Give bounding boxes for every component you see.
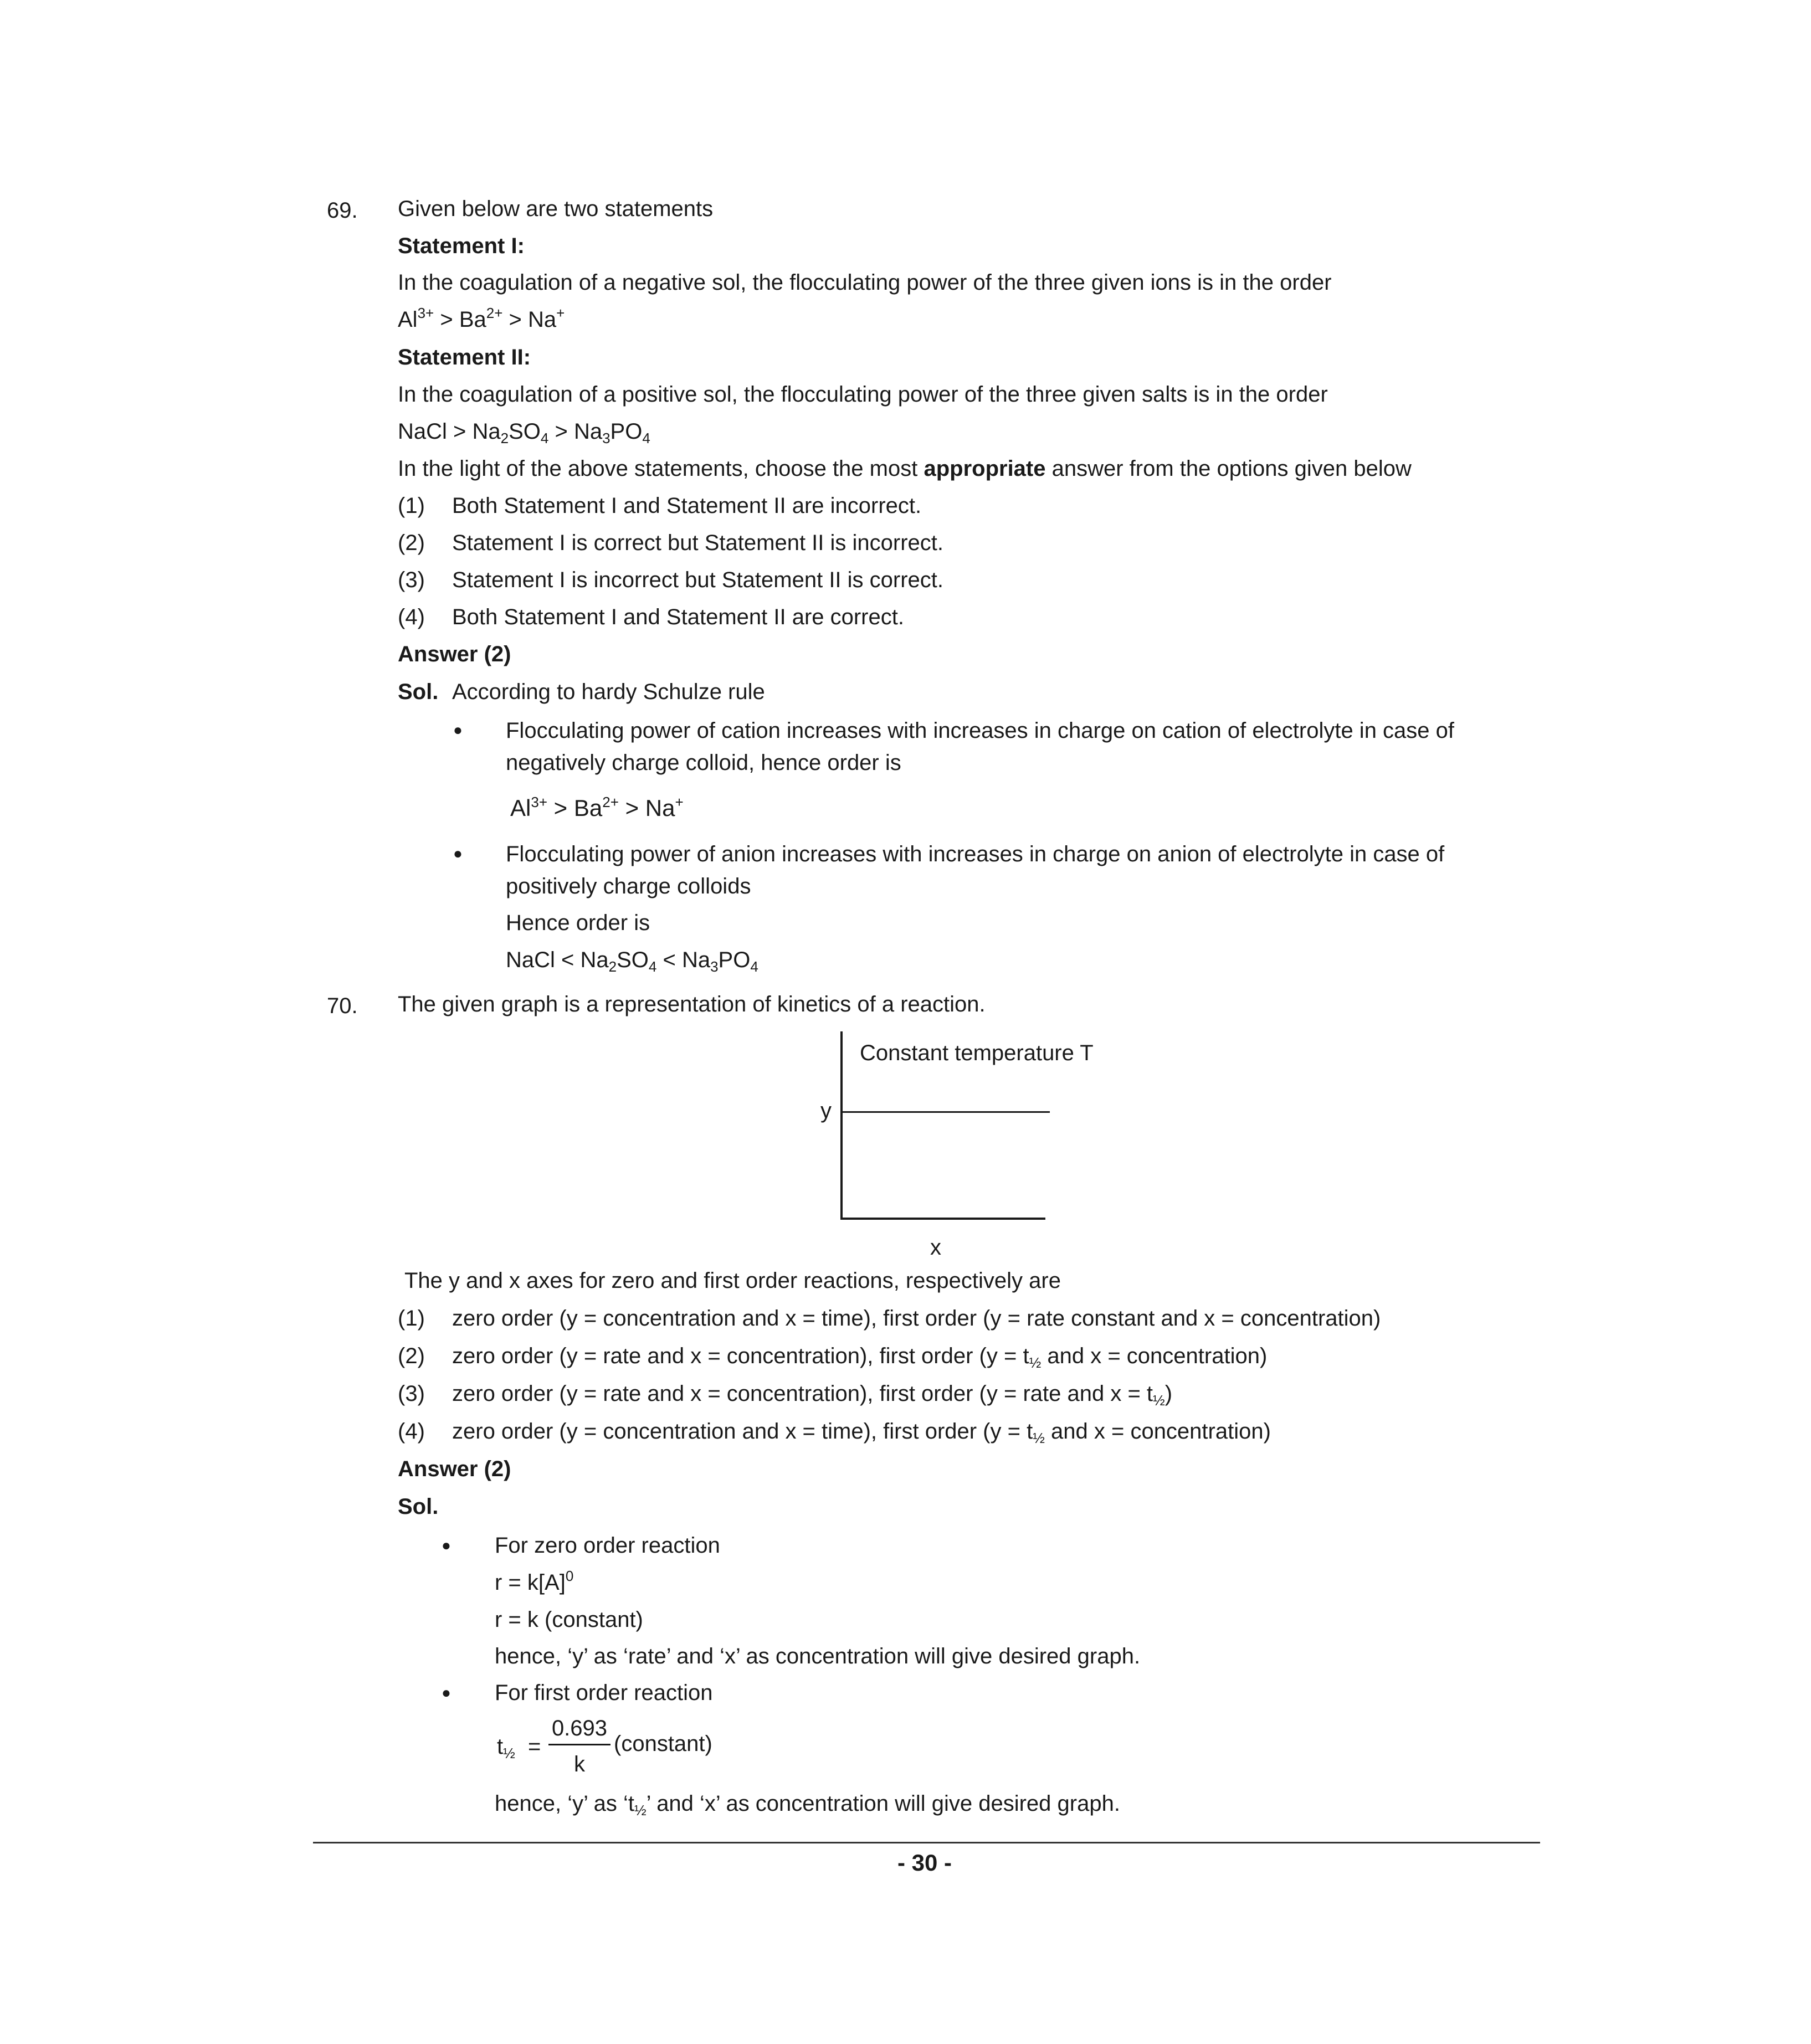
graph-y-label: y <box>820 1098 832 1123</box>
option-text-post: and x = concentration) <box>1041 1344 1268 1368</box>
conclusion-pre: hence, ‘y’ as ‘t <box>495 1791 634 1816</box>
q70-answer: Answer (2) <box>398 1457 511 1481</box>
q70-option-4-text[interactable] <box>452 1419 1271 1446</box>
statement-2-text: In the coagulation of a positive sol, the flocculating power of the three given salts is in the order <box>398 382 1328 407</box>
ion-na: > Na <box>502 307 557 332</box>
q69-bullet2-line1: Flocculating power of anion increases with increases in charge on anion of electrolyte in case of <box>506 842 1445 866</box>
salt-sub-2: 4 <box>648 958 657 975</box>
page-number: - 30 - <box>897 1850 952 1876</box>
q70-question: The y and x axes for zero and first order reactions, respectively are <box>404 1268 1061 1293</box>
ion-al-charge: 3+ <box>417 305 434 321</box>
salt-text-4: PO <box>610 419 643 444</box>
q70-intro: The given graph is a representation of kinetics of a reaction. <box>398 992 986 1016</box>
graph-constant-line <box>840 1111 1050 1113</box>
q69-bullet1-line2: negatively charge colloid, hence order is <box>506 751 901 775</box>
q70-sol-label: Sol. <box>398 1495 439 1519</box>
fraction-denominator: k <box>574 1752 585 1776</box>
fraction-numerator: 0.693 <box>551 1716 608 1740</box>
half-subscript: ½ <box>1029 1354 1042 1371</box>
q69-option-3-text[interactable]: Statement I is incorrect but Statement II is correct. <box>452 568 944 592</box>
q70-conclusion1: hence, ‘y’ as ‘rate’ and ‘x’ as concentration will give desired graph. <box>495 1644 1141 1668</box>
option-text-pre: zero order (y = rate and x = concentration), first order (y = t <box>452 1344 1029 1368</box>
statement-1-label: Statement I: <box>398 234 525 258</box>
question-number-69: 69. <box>327 198 358 223</box>
q70-option-3-number[interactable]: (3) <box>398 1382 425 1406</box>
instruction-pre: In the light of the above statements, choose the most <box>398 456 924 481</box>
option-text-post: ) <box>1164 1382 1173 1406</box>
ion-al-charge: 3+ <box>531 794 548 810</box>
q69-option-1-number[interactable]: (1) <box>398 494 425 518</box>
q69-option-3-number[interactable]: (3) <box>398 568 425 592</box>
bullet-icon: ● <box>442 1537 451 1554</box>
q69-sol-intro: According to hardy Schulze rule <box>452 680 765 704</box>
question-number-70: 70. <box>327 994 358 1018</box>
q70-option-1-number[interactable]: (1) <box>398 1306 425 1331</box>
half-life-symbol <box>497 1734 515 1761</box>
q70-option-3-text[interactable] <box>452 1382 1173 1409</box>
q69-option-4-text[interactable]: Both Statement I and Statement II are correct. <box>452 605 904 629</box>
salt-sub-4: 4 <box>642 430 650 446</box>
q70-conclusion2 <box>495 1791 1120 1819</box>
equals-sign: = <box>528 1734 541 1759</box>
q69-option-2-number[interactable]: (2) <box>398 531 425 555</box>
graph-x-label: x <box>930 1235 941 1260</box>
half-subscript: ½ <box>634 1802 647 1819</box>
fraction-bar <box>548 1744 610 1745</box>
graph-title: Constant temperature T <box>860 1041 1094 1065</box>
option-text-pre: zero order (y = concentration and x = time), first order (y = t <box>452 1419 1033 1444</box>
q70-option-2-text[interactable] <box>452 1344 1268 1371</box>
ion-na: > Na <box>618 795 675 821</box>
salt-sub-3: 3 <box>602 430 610 446</box>
bullet-icon: ● <box>453 845 463 862</box>
graph-x-axis <box>840 1218 1045 1220</box>
bullet-icon: ● <box>442 1684 451 1701</box>
q69-bullet1-line1: Flocculating power of cation increases with increases in charge on cation of electrolyte in case of <box>506 718 1455 743</box>
ion-na-charge: + <box>675 794 684 810</box>
half-subscript: ½ <box>1033 1430 1045 1446</box>
q70-eq2: r = k (constant) <box>495 1608 643 1632</box>
ion-ba: > Ba <box>547 795 603 821</box>
q69-bullet2-line3: Hence order is <box>506 911 650 935</box>
q69-option-1-text[interactable]: Both Statement I and Statement II are incorrect. <box>452 494 922 518</box>
statement-1-order <box>398 305 565 332</box>
q69-bullet2-order <box>506 948 758 975</box>
footer-divider <box>313 1842 1540 1843</box>
constant-note: (constant) <box>614 1732 712 1756</box>
q69-option-2-text[interactable]: Statement I is correct but Statement II is incorrect. <box>452 531 944 555</box>
ion-ba: > Ba <box>434 307 486 332</box>
salt-text-1: NaCl < Na <box>506 948 609 972</box>
q69-bullet2-line2: positively charge colloids <box>506 874 751 898</box>
q70-bullet1-title: For zero order reaction <box>495 1533 720 1558</box>
ion-al: Al <box>510 795 531 821</box>
instruction-post: answer from the options given below <box>1045 456 1412 481</box>
salt-text-2: SO <box>617 948 649 972</box>
conclusion-post: ’ and ‘x’ as concentration will give desired graph. <box>646 1791 1120 1816</box>
q70-option-2-number[interactable]: (2) <box>398 1344 425 1368</box>
salt-sub-4: 4 <box>750 958 758 975</box>
ion-ba-charge: 2+ <box>486 305 503 321</box>
half-subscript: ½ <box>503 1745 515 1761</box>
statement-1-text: In the coagulation of a negative sol, the flocculating power of the three given ions is in the order <box>398 270 1332 295</box>
q70-option-4-number[interactable]: (4) <box>398 1419 425 1444</box>
salt-sub-3: 3 <box>710 958 719 975</box>
half-subscript: ½ <box>1153 1392 1165 1409</box>
q70-bullet2-title: For first order reaction <box>495 1681 713 1705</box>
statement-2-label: Statement II: <box>398 345 531 369</box>
statement-2-order <box>398 419 650 446</box>
salt-text-4: PO <box>718 948 751 972</box>
option-text-post: and x = concentration) <box>1044 1419 1271 1444</box>
salt-sub-1: 2 <box>500 430 509 446</box>
salt-text-3: < Na <box>656 948 711 972</box>
q69-intro: Given below are two statements <box>398 197 714 221</box>
ion-ba-charge: 2+ <box>602 794 619 810</box>
q69-option-4-number[interactable]: (4) <box>398 605 425 629</box>
q70-eq1 <box>495 1568 574 1595</box>
option-text-pre: zero order (y = rate and x = concentration), first order (y = rate and x = t <box>452 1382 1153 1406</box>
instruction-bold: appropriate <box>924 456 1046 481</box>
ion-al: Al <box>398 307 418 332</box>
q69-bullet1-order <box>510 794 684 821</box>
q70-option-1-text[interactable]: zero order (y = concentration and x = time), first order (y = rate constant and x = concentration) <box>452 1306 1381 1331</box>
rate-exponent: 0 <box>565 1568 574 1584</box>
graph-y-axis <box>840 1031 843 1220</box>
bullet-icon: ● <box>453 721 463 738</box>
ion-na-charge: + <box>556 305 565 321</box>
q69-sol-label: Sol. <box>398 680 439 704</box>
salt-sub-2: 4 <box>540 430 549 446</box>
salt-sub-1: 2 <box>608 958 617 975</box>
rate-law: r = k[A] <box>495 1570 566 1595</box>
salt-text-2: SO <box>509 419 541 444</box>
salt-text-3: > Na <box>548 419 603 444</box>
q69-instruction <box>398 458 1412 480</box>
q69-answer: Answer (2) <box>398 642 511 666</box>
salt-text-1: NaCl > Na <box>398 419 501 444</box>
t-symbol: t <box>497 1734 504 1759</box>
